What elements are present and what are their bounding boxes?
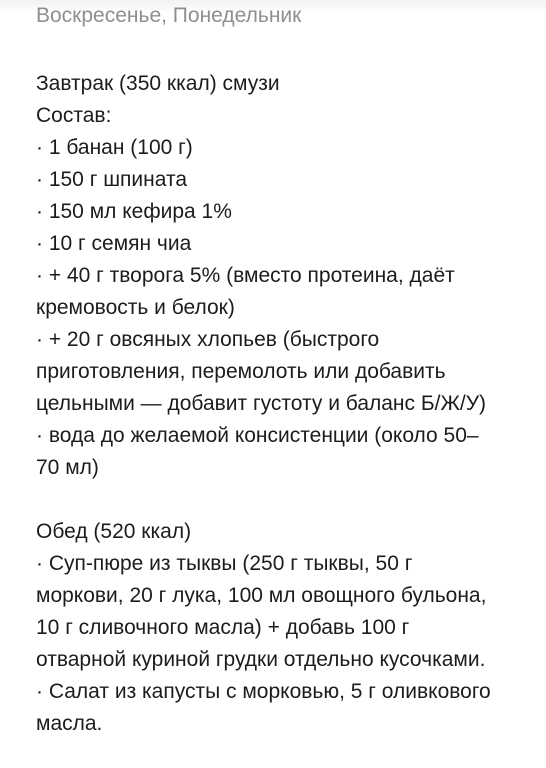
breakfast-line: приготовления, перемолоть или добавить bbox=[36, 360, 446, 383]
lunch-line: 10 г сливочного масла) + добавь 100 г bbox=[36, 616, 410, 639]
breakfast-composition-label: Состав: bbox=[36, 104, 112, 127]
breakfast-line: · 1 банан (100 г) bbox=[36, 136, 193, 159]
note-header-days: Воскресенье, Понедельник bbox=[36, 4, 302, 27]
breakfast-line: кремовость и белок) bbox=[36, 296, 235, 319]
section-gap bbox=[36, 484, 536, 516]
breakfast-line: цельными — добавит густоту и баланс Б/Ж/У) bbox=[36, 392, 487, 415]
breakfast-line: 70 мл) bbox=[36, 456, 99, 479]
lunch-line: моркови, 20 г лука, 100 мл овощного бульона, bbox=[36, 584, 487, 607]
lunch-line: отварной куриной грудки отдельно кусочками. bbox=[36, 648, 486, 671]
breakfast-line: · 150 г шпината bbox=[36, 168, 188, 191]
lunch-line: · Салат из капусты с морковью, 5 г оливкового bbox=[36, 680, 491, 703]
note-body[interactable] bbox=[36, 68, 536, 740]
breakfast-line: · + 40 г творога 5% (вместо протеина, даёт bbox=[36, 264, 455, 287]
breakfast-line: · 10 г семян чиа bbox=[36, 232, 192, 255]
lunch-line: масла. bbox=[36, 712, 103, 735]
lunch-line: · Суп-пюре из тыквы (250 г тыквы, 50 г bbox=[36, 552, 413, 575]
breakfast-line: · + 20 г овсяных хлопьев (быстрого bbox=[36, 328, 380, 351]
breakfast-title: Завтрак (350 ккал) смузи bbox=[36, 72, 280, 95]
breakfast-line: · 150 мл кефира 1% bbox=[36, 200, 232, 223]
lunch-title: Обед (520 ккал) bbox=[36, 520, 192, 543]
breakfast-line: · вода до желаемой консистенции (около 50– bbox=[36, 424, 479, 447]
